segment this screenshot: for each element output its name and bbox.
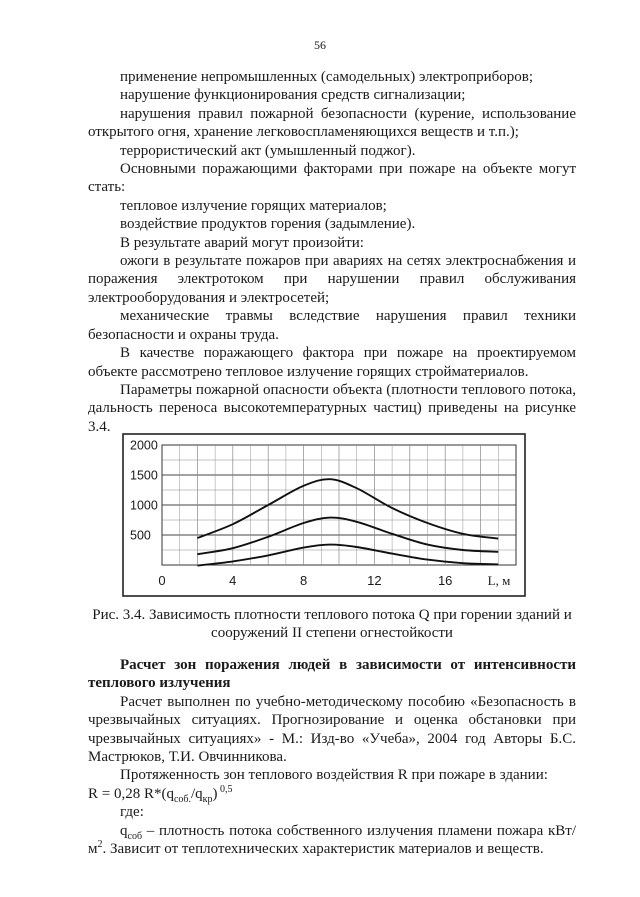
paragraph: Протяженность зон теплового воздействия R при пожаре в здании: [120, 767, 548, 784]
definition-symbol-sub: соб [127, 830, 143, 842]
x-tick-label: 0 [158, 573, 166, 588]
definition-symbol: q [120, 822, 128, 839]
paragraph: ожоги в результате пожаров при авариях на сетях электроснабжения и поражения электротоком при нарушении правил обслуживания электрооборудования и электросетей; [88, 253, 576, 306]
x-tick-label: 16 [437, 573, 453, 588]
paragraph: применение непромышленных (самодельных) электроприборов; [120, 69, 534, 85]
y-tick-label: 500 [130, 528, 151, 543]
x-axis-label: L, м [487, 573, 511, 588]
paragraph: тепловое излучение горящих материалов; [120, 197, 387, 214]
y-tick-label: 1000 [130, 498, 158, 513]
bottom-text-block [88, 656, 576, 858]
formula-mid: /q [191, 785, 203, 802]
definition-unit-sup: 2 [97, 839, 103, 851]
definition-paragraph [88, 822, 576, 859]
paragraph: Расчет выполнен по учебно-методическому пособию «Безопасность в чрезвычайных ситуациях. Прогнозирование и оценка обстановки при чрезвычайных ситуациях» - М.: Изд-во «Учеба», 2004 год Авторы Б.С. Мастрюков, Т.И. Овчинникова. [88, 693, 576, 766]
figure-caption: Рис. 3.4. Зависимость плотности теплового потока Q при горении зданий и сооружений II степени огнестойкости [92, 607, 572, 642]
heat-flux-chart [122, 433, 526, 597]
section-heading: Расчет зон поражения людей в зависимости от интенсивности теплового излучения [88, 657, 576, 692]
definition-text-end: . Зависит от теплотехнических характеристик материалов и веществ. [102, 841, 544, 858]
paragraph: механические травмы вследствие нарушения правил техники безопасности и охраны труда. [88, 308, 576, 343]
paragraph: В качестве поражающего фактора при пожаре на проектируемом объекте рассмотрено тепловое излучение горящих стройматериалов. [88, 345, 576, 380]
definition-text: – плотность потока собственного излучения пламени пожара кВт/м [88, 822, 576, 858]
y-tick-label: 2000 [130, 438, 158, 453]
paragraph: нарушения правил пожарной безопасности (курение, использование открытого огня, хранение легковоспламеняющихся веществ и т.п.); [88, 105, 576, 141]
y-tick-label: 1500 [130, 468, 158, 483]
chart-frame [123, 434, 525, 596]
x-tick-label: 12 [367, 573, 382, 588]
formula-lhs: R = 0,28 R*(q [88, 785, 174, 802]
formula-exponent: 0,5 [217, 783, 233, 795]
paragraph: В результате аварий могут произойти: [120, 234, 364, 251]
paragraph: нарушение функционирования средств сигнализации; [120, 87, 466, 104]
page-number: 56 [314, 38, 326, 52]
top-text-block [88, 68, 576, 436]
paragraph: Основными поражающими факторами при пожаре на объекте могут стать: [88, 161, 576, 196]
paragraph: террористический акт (умышленный поджог). [120, 142, 416, 159]
x-tick-label: 4 [229, 573, 237, 588]
formula-sub1: соб. [173, 793, 191, 805]
formula-rhs: ) [212, 785, 218, 802]
where-label: где: [120, 804, 144, 821]
x-tick-label: 8 [299, 573, 308, 588]
paragraph: воздействие продуктов горения (задымление). [120, 216, 416, 233]
formula-sub2: кр [202, 793, 213, 805]
chart-grid [162, 445, 516, 565]
formula [88, 785, 576, 803]
paragraph: Параметры пожарной опасности объекта (плотности теплового потока, дальность переноса высокотемпературных частиц) приведены на рисунке 3.4. [88, 381, 576, 435]
